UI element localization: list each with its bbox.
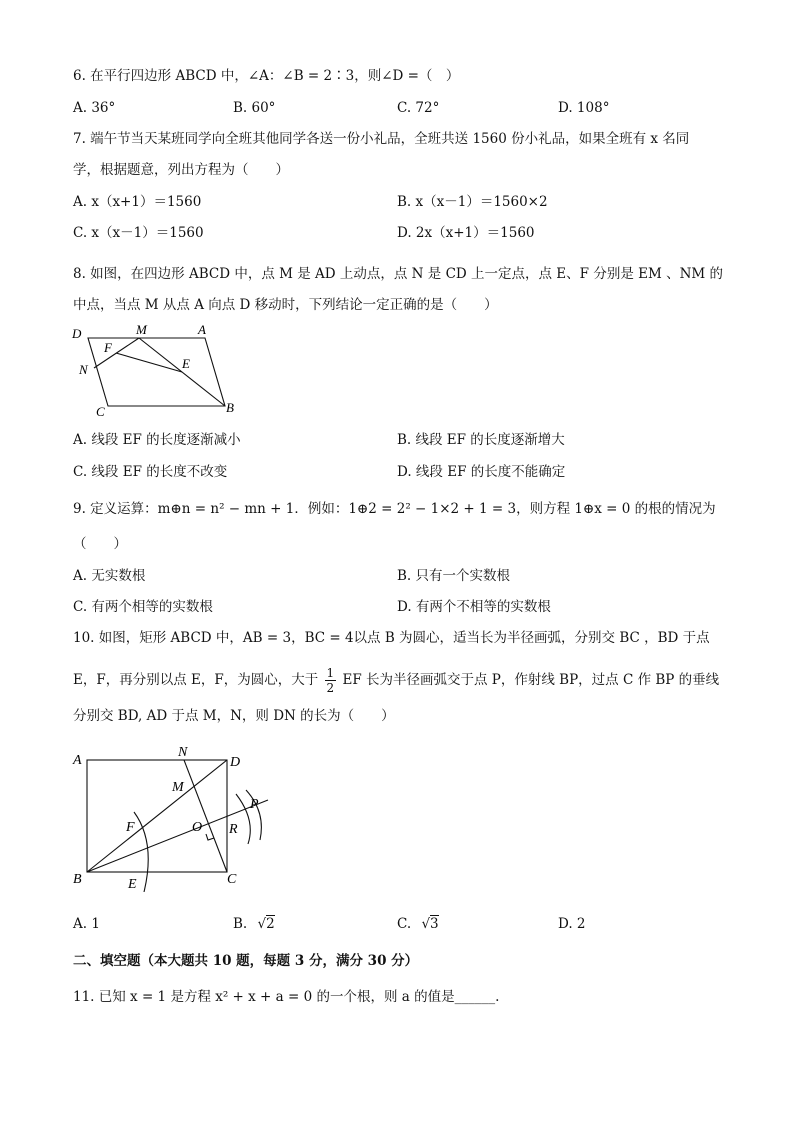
- q6-option-c: C. 72°: [397, 100, 440, 116]
- q10-option-c-sqrt: √3: [421, 916, 439, 932]
- q10-option-b-sqrt: √2: [257, 916, 275, 932]
- q8-stem-line1: 8. 如图，在四边形 ABCD 中，点 M 是 AD 上动点，点 N 是 CD 上一定点，点 E、F 分别是 EM 、NM 的: [73, 266, 724, 282]
- q10-arc-p1: [236, 794, 250, 844]
- q10-ray-bp: [87, 800, 268, 872]
- q10-option-b: [233, 915, 275, 933]
- q10-label-e: E: [128, 877, 137, 892]
- q10-option-d: D. 2: [558, 916, 586, 932]
- q10-figure: [70, 742, 275, 892]
- q10-stem-line1: 10. 如图，矩形 ABCD 中，AB = 3，BC = 4以点 B 为圆心，适当长为半径画弧，分别交 BC ，BD 于点: [73, 630, 710, 646]
- q10-label-r: R: [229, 822, 238, 837]
- q8-figure: [70, 318, 245, 418]
- q8-option-a: A. 线段 EF 的长度逐渐减小: [73, 432, 241, 448]
- q8-label-c: C: [96, 404, 105, 418]
- q8-label-a: A: [198, 322, 206, 337]
- q9-stem-line2: （ ）: [73, 536, 127, 552]
- q9-stem-line1: 9. 定义运算：m⊕n = n² − mn + 1．例如：1⊕2 = 2² − 1×2 + 1 = 3，则方程 1⊕x = 0 的根的情况为: [73, 501, 716, 517]
- q7-stem-line1: 7. 端午节当天某班同学向全班其他同学各送一份小礼品，全班共送 1560 份小礼品，如果全班有 x 名同: [73, 131, 690, 147]
- q8-label-m: M: [136, 322, 147, 337]
- q6-stem: 6. 在平行四边形 ABCD 中，∠A：∠B = 2∶3，则∠D =（ ）: [73, 68, 460, 84]
- q10-stem-line2-part1: E，F，再分别以点 E，F，为圆心，大于: [73, 672, 319, 688]
- q10-option-c-radicand: 3: [430, 916, 439, 932]
- q10-label-o: O: [192, 820, 203, 835]
- q10-label-a: A: [73, 753, 82, 768]
- q10-label-c: C: [227, 872, 237, 887]
- q10-option-c: [397, 915, 439, 933]
- q10-fraction-numerator: 1: [326, 666, 335, 680]
- q8-label-e: E: [182, 356, 190, 371]
- q10-label-d: D: [230, 755, 241, 770]
- q8-label-b: B: [226, 400, 234, 415]
- q8-stem-line2: 中点，当点 M 从点 A 向点 D 移动时，下列结论一定正确的是（ ）: [73, 297, 498, 313]
- q8-option-c: C. 线段 EF 的长度不改变: [73, 464, 228, 480]
- q9-option-a: A. 无实数根: [73, 568, 146, 584]
- q6-option-b: B. 60°: [233, 100, 276, 116]
- q10-label-f: F: [126, 820, 135, 835]
- q8-option-d: D. 线段 EF 的长度不能确定: [397, 464, 566, 480]
- q10-label-b: B: [73, 872, 82, 887]
- q9-option-b: B. 只有一个实数根: [397, 568, 511, 584]
- q10-stem-line3: 分别交 BD, AD 于点 M，N，则 DN 的长为（ ）: [73, 708, 395, 724]
- q7-option-a: A. x（x+1）＝1560: [73, 194, 202, 210]
- q8-label-d: D: [72, 326, 82, 341]
- q8-label-f: F: [104, 340, 112, 355]
- q10-option-b-radicand: 2: [266, 916, 275, 932]
- q10-stem-line2-part2: EF 长为半径画弧交于点 P，作射线 BP，过点 C 作 BP 的垂线: [342, 672, 720, 688]
- q7-option-d: D. 2x（x+1）＝1560: [397, 225, 535, 241]
- q10-option-b-label: B.: [233, 916, 248, 932]
- q6-option-a: A. 36°: [73, 100, 116, 116]
- q10-fraction: [325, 666, 337, 695]
- q10-label-m: M: [172, 780, 184, 795]
- q9-option-c: C. 有两个相等的实数根: [73, 599, 213, 615]
- q10-option-c-label: C.: [397, 916, 412, 932]
- q8-option-b: B. 线段 EF 的长度逐渐增大: [397, 432, 565, 448]
- q9-option-d: D. 有两个不相等的实数根: [397, 599, 551, 615]
- q10-label-p: P: [250, 797, 259, 812]
- q10-fraction-denominator: 2: [326, 681, 335, 695]
- q7-option-b: B. x（x－1）＝1560×2: [397, 194, 548, 210]
- q10-stem-line2: [73, 666, 719, 695]
- q7-option-c: C. x（x－1）＝1560: [73, 225, 204, 241]
- q8-segment-ef: [116, 353, 182, 372]
- q10-label-n: N: [178, 745, 188, 760]
- q10-option-a: A. 1: [73, 916, 100, 932]
- q11-stem: 11. 已知 x = 1 是方程 x² + x + a = 0 的一个根，则 a 的值是______.: [73, 989, 500, 1005]
- section-2-title: 二、填空题（本大题共 10 题，每题 3 分，满分 30 分）: [73, 953, 419, 969]
- q8-label-n: N: [79, 362, 88, 377]
- q7-stem-line2: 学，根据题意，列出方程为（ ）: [73, 162, 289, 178]
- q6-option-d: D. 108°: [558, 100, 610, 116]
